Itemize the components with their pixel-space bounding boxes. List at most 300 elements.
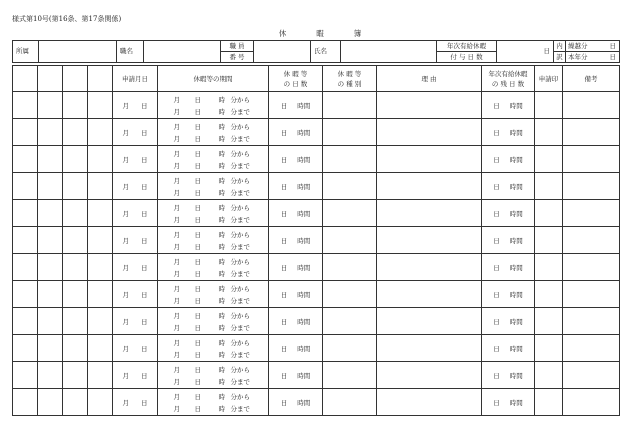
month-label: 月 [122,371,129,380]
day-label: 日 [194,377,201,386]
period-from-line [158,147,268,159]
blank-cell[interactable] [38,389,63,416]
month-label: 月 [173,269,180,278]
month-label: 月 [122,155,129,164]
period-to-line [158,240,268,252]
to-label: 分まで [230,269,250,278]
col-leave-days-1: 休 暇 等 [283,69,308,78]
hours-label: 時間 [297,290,311,299]
period-from-line [158,390,268,402]
blank-cell[interactable] [13,119,38,146]
remarks-cell[interactable] [563,173,620,200]
to-label: 分まで [230,161,250,170]
leave-type-cell[interactable] [323,119,377,146]
hour-label: 時 [218,215,225,224]
period-cell[interactable] [158,335,269,362]
apply-date-cell[interactable] [113,254,158,281]
month-label: 月 [173,284,180,293]
reason-cell[interactable] [377,362,482,389]
seal-cell[interactable] [535,92,563,119]
remaining-cell[interactable] [482,92,535,119]
reason-cell[interactable] [377,254,482,281]
day-label: 日 [141,398,148,407]
blank-cell[interactable] [63,92,88,119]
month-label: 月 [173,404,180,413]
hour-label: 時 [218,284,225,293]
table-row [13,281,620,308]
blank-cell[interactable] [63,362,88,389]
affiliation-field[interactable] [39,41,117,63]
blank-cell[interactable] [88,281,113,308]
hour-label: 時 [218,176,225,185]
table-row [13,308,620,335]
period-cell[interactable] [158,254,269,281]
to-label: 分まで [230,215,250,224]
to-label: 分まで [230,107,250,116]
blank-cell[interactable] [13,146,38,173]
leave-type-cell[interactable] [323,362,377,389]
period-cell[interactable] [158,92,269,119]
hours-label: 時間 [509,317,523,326]
apply-date-cell[interactable] [113,92,158,119]
day-label: 日 [493,101,500,110]
remaining-cell[interactable] [482,389,535,416]
blank-cell[interactable] [88,362,113,389]
remarks-cell[interactable] [563,281,620,308]
blank-cell[interactable] [63,281,88,308]
leave-type-cell[interactable] [323,281,377,308]
form-number: 様式第10号(第16条、第17条関係) [12,15,122,23]
apply-date-cell[interactable] [113,308,158,335]
remarks-cell[interactable] [563,119,620,146]
period-cell[interactable] [158,119,269,146]
reason-cell[interactable] [377,335,482,362]
blank-cell[interactable] [38,146,63,173]
hour-label: 時 [218,296,225,305]
day-label: 日 [493,263,500,272]
period-to-line [158,132,268,144]
day-label: 日 [141,317,148,326]
day-label: 日 [280,182,288,191]
hours-label: 時間 [297,101,311,110]
remaining-cell[interactable] [482,173,535,200]
apply-date-cell[interactable] [113,335,158,362]
remarks-cell[interactable] [563,92,620,119]
seal-cell[interactable] [535,119,563,146]
reason-cell[interactable] [377,119,482,146]
reason-cell[interactable] [377,146,482,173]
day-label: 日 [141,209,148,218]
remaining-cell[interactable] [482,200,535,227]
hour-label: 時 [218,377,225,386]
day-label: 日 [280,317,288,326]
from-label: 分から [230,149,250,158]
period-to-line [158,321,268,333]
remaining-cell[interactable] [482,146,535,173]
month-label: 月 [173,107,180,116]
position-label: 職名 [117,41,144,63]
blank-cell[interactable] [88,227,113,254]
remarks-cell[interactable] [563,227,620,254]
leave-type-cell[interactable] [323,92,377,119]
apply-date-cell[interactable] [113,119,158,146]
period-cell[interactable] [158,146,269,173]
hour-label: 時 [218,161,225,170]
seal-cell[interactable] [535,335,563,362]
blank-cell[interactable] [13,254,38,281]
day-label: 日 [493,290,500,299]
reason-cell[interactable] [377,308,482,335]
hours-label: 時間 [297,182,311,191]
month-label: 月 [173,122,180,131]
from-label: 分から [230,257,250,266]
hours-label: 時間 [509,263,523,272]
remarks-cell[interactable] [563,308,620,335]
seal-cell[interactable] [535,173,563,200]
hours-label: 時間 [297,155,311,164]
leave-days-cell[interactable] [269,308,323,335]
from-label: 分から [230,230,250,239]
seal-cell[interactable] [535,362,563,389]
blank-cell[interactable] [38,119,63,146]
remaining-cell[interactable] [482,362,535,389]
blank-cell[interactable] [38,308,63,335]
hour-label: 時 [218,242,225,251]
blank-cell[interactable] [13,281,38,308]
seal-cell[interactable] [535,254,563,281]
hour-label: 時 [218,311,225,320]
period-cell[interactable] [158,362,269,389]
leave-days-cell[interactable] [269,281,323,308]
hour-label: 時 [218,365,225,374]
blank-cell[interactable] [63,335,88,362]
table-row [13,254,620,281]
day-label: 日 [194,230,201,239]
remaining-cell[interactable] [482,254,535,281]
day-unit: 日 [609,41,616,50]
col-leave-period: 休暇等の期間 [158,66,269,92]
from-label: 分から [230,284,250,293]
month-label: 月 [173,350,180,359]
apply-date-cell[interactable] [113,362,158,389]
hours-label: 時間 [297,371,311,380]
seal-cell[interactable] [535,227,563,254]
table-row [13,173,620,200]
blank-cell[interactable] [38,254,63,281]
remarks-cell[interactable] [563,146,620,173]
day-label: 日 [194,149,201,158]
table-row [13,227,620,254]
month-label: 月 [173,257,180,266]
month-label: 月 [173,377,180,386]
month-label: 月 [173,134,180,143]
from-label: 分から [230,122,250,131]
day-label: 日 [493,398,500,407]
carryover-field[interactable] [566,41,620,52]
header-blank [88,66,113,92]
period-from-line [158,336,268,348]
day-label: 日 [141,371,148,380]
leave-type-cell[interactable] [323,173,377,200]
blank-cell[interactable] [63,308,88,335]
blank-cell[interactable] [88,254,113,281]
hours-label: 時間 [509,101,523,110]
title-char: 暇 [316,29,324,38]
col-leave-type [323,66,377,92]
blank-cell[interactable] [38,362,63,389]
staff-no-field[interactable] [254,41,311,63]
table-row [13,335,620,362]
period-cell[interactable] [158,389,269,416]
apply-date-cell[interactable] [113,389,158,416]
leave-days-cell[interactable] [269,389,323,416]
remaining-cell[interactable] [482,308,535,335]
position-field[interactable] [144,41,221,63]
hours-label: 時間 [297,344,311,353]
apply-date-cell[interactable] [113,200,158,227]
staff-no-label-2: 番 号 [221,52,254,63]
blank-cell[interactable] [63,227,88,254]
blank-cell[interactable] [13,308,38,335]
day-label: 日 [194,242,201,251]
month-label: 月 [122,209,129,218]
leave-days-cell[interactable] [269,119,323,146]
hours-label: 時間 [509,209,523,218]
header-table [12,40,620,63]
hour-label: 時 [218,203,225,212]
to-label: 分まで [230,188,250,197]
blank-cell[interactable] [88,146,113,173]
month-label: 月 [122,263,129,272]
hours-label: 時間 [509,128,523,137]
leave-days-cell[interactable] [269,335,323,362]
blank-cell[interactable] [88,173,113,200]
blank-cell[interactable] [88,200,113,227]
day-unit: 日 [609,52,616,61]
blank-cell[interactable] [63,119,88,146]
day-label: 日 [493,344,500,353]
day-label: 日 [141,101,148,110]
day-label: 日 [141,155,148,164]
apply-date-cell[interactable] [113,227,158,254]
to-label: 分まで [230,377,250,386]
day-unit: 日 [543,47,550,55]
day-label: 日 [280,209,288,218]
blank-cell[interactable] [88,389,113,416]
day-label: 日 [141,128,148,137]
seal-cell[interactable] [535,308,563,335]
blank-cell[interactable] [38,200,63,227]
hours-label: 時間 [509,344,523,353]
period-to-line [158,267,268,279]
blank-cell[interactable] [13,173,38,200]
blank-cell[interactable] [13,335,38,362]
blank-cell[interactable] [88,92,113,119]
day-label: 日 [141,290,148,299]
from-label: 分から [230,176,250,185]
day-label: 日 [194,95,201,104]
from-label: 分から [230,311,250,320]
reason-cell[interactable] [377,200,482,227]
blank-cell[interactable] [88,119,113,146]
leave-days-cell[interactable] [269,227,323,254]
hours-label: 時間 [509,398,523,407]
day-label: 日 [141,182,148,191]
day-label: 日 [141,344,148,353]
annual-leave-label-1: 年次有給休暇 [437,41,497,52]
apply-date-cell[interactable] [113,173,158,200]
day-label: 日 [194,404,201,413]
period-to-line [158,402,268,414]
hour-label: 時 [218,188,225,197]
to-label: 分まで [230,404,250,413]
hours-label: 時間 [509,182,523,191]
seal-cell[interactable] [535,200,563,227]
leave-type-cell[interactable] [323,335,377,362]
annual-leave-days-field[interactable] [497,41,554,63]
col-leave-days [269,66,323,92]
hour-label: 時 [218,95,225,104]
day-label: 日 [194,269,201,278]
seal-cell[interactable] [535,389,563,416]
blank-cell[interactable] [13,362,38,389]
blank-cell[interactable] [63,173,88,200]
period-cell[interactable] [158,200,269,227]
seal-cell[interactable] [535,281,563,308]
remaining-cell[interactable] [482,281,535,308]
blank-cell[interactable] [63,200,88,227]
remarks-cell[interactable] [563,200,620,227]
leave-days-cell[interactable] [269,92,323,119]
hours-label: 時間 [509,155,523,164]
title-char: 休 [278,29,287,38]
remaining-cell[interactable] [482,119,535,146]
blank-cell[interactable] [88,308,113,335]
blank-cell[interactable] [38,173,63,200]
hour-label: 時 [218,122,225,131]
day-label: 日 [194,365,201,374]
hours-label: 時間 [297,317,311,326]
from-label: 分から [230,338,250,347]
leave-days-cell[interactable] [269,200,323,227]
day-label: 日 [493,236,500,245]
table-row [13,389,620,416]
blank-cell[interactable] [38,281,63,308]
day-label: 日 [280,290,288,299]
blank-cell[interactable] [88,335,113,362]
remaining-cell[interactable] [482,227,535,254]
period-cell[interactable] [158,308,269,335]
hours-label: 時間 [297,236,311,245]
month-label: 月 [122,236,129,245]
blank-cell[interactable] [38,92,63,119]
day-label: 日 [194,392,201,401]
period-cell[interactable] [158,173,269,200]
day-label: 日 [280,101,288,110]
leave-type-cell[interactable] [323,308,377,335]
leave-days-cell[interactable] [269,146,323,173]
hour-label: 時 [218,338,225,347]
month-label: 月 [173,95,180,104]
leave-type-cell[interactable] [323,146,377,173]
month-label: 月 [173,230,180,239]
period-cell[interactable] [158,281,269,308]
reason-cell[interactable] [377,389,482,416]
col-remaining-2: の 残 日 数 [491,79,525,88]
leave-type-cell[interactable] [323,254,377,281]
month-label: 月 [173,338,180,347]
day-label: 日 [194,338,201,347]
month-label: 月 [173,203,180,212]
apply-date-cell[interactable] [113,281,158,308]
breakdown-label-2: 訳 [554,52,566,63]
day-label: 日 [141,236,148,245]
reason-cell[interactable] [377,173,482,200]
remarks-cell[interactable] [563,335,620,362]
table-row [13,92,620,119]
hour-label: 時 [218,269,225,278]
blank-cell[interactable] [63,146,88,173]
month-label: 月 [173,161,180,170]
to-label: 分まで [230,242,250,251]
remarks-cell[interactable] [563,254,620,281]
apply-date-cell[interactable] [113,146,158,173]
remaining-cell[interactable] [482,335,535,362]
day-label: 日 [194,161,201,170]
day-label: 日 [194,323,201,332]
reason-cell[interactable] [377,227,482,254]
name-field[interactable] [341,41,437,63]
period-to-line [158,105,268,117]
blank-cell[interactable] [13,227,38,254]
month-label: 月 [173,242,180,251]
blank-cell[interactable] [63,389,88,416]
month-label: 月 [173,176,180,185]
leave-days-cell[interactable] [269,254,323,281]
day-label: 日 [280,155,288,164]
period-from-line [158,228,268,240]
blank-cell[interactable] [13,200,38,227]
hour-label: 時 [218,350,225,359]
reason-cell[interactable] [377,281,482,308]
leave-type-cell[interactable] [323,227,377,254]
carryover-label: 繰越分 [568,41,588,50]
header-blank [38,66,63,92]
leave-type-cell[interactable] [323,389,377,416]
leave-days-cell[interactable] [269,173,323,200]
month-label: 月 [122,128,129,137]
blank-cell[interactable] [13,389,38,416]
seal-cell[interactable] [535,146,563,173]
staff-no-label-1: 職 員 [221,41,254,52]
period-from-line [158,201,268,213]
from-label: 分から [230,365,250,374]
period-cell[interactable] [158,227,269,254]
blank-cell[interactable] [63,254,88,281]
day-label: 日 [280,398,288,407]
reason-cell[interactable] [377,92,482,119]
leave-days-cell[interactable] [269,362,323,389]
remarks-cell[interactable] [563,389,620,416]
month-label: 月 [122,398,129,407]
leave-type-cell[interactable] [323,200,377,227]
current-year-field[interactable] [566,52,620,63]
remarks-cell[interactable] [563,362,620,389]
blank-cell[interactable] [38,335,63,362]
blank-cell[interactable] [13,92,38,119]
hour-label: 時 [218,323,225,332]
blank-cell[interactable] [38,227,63,254]
